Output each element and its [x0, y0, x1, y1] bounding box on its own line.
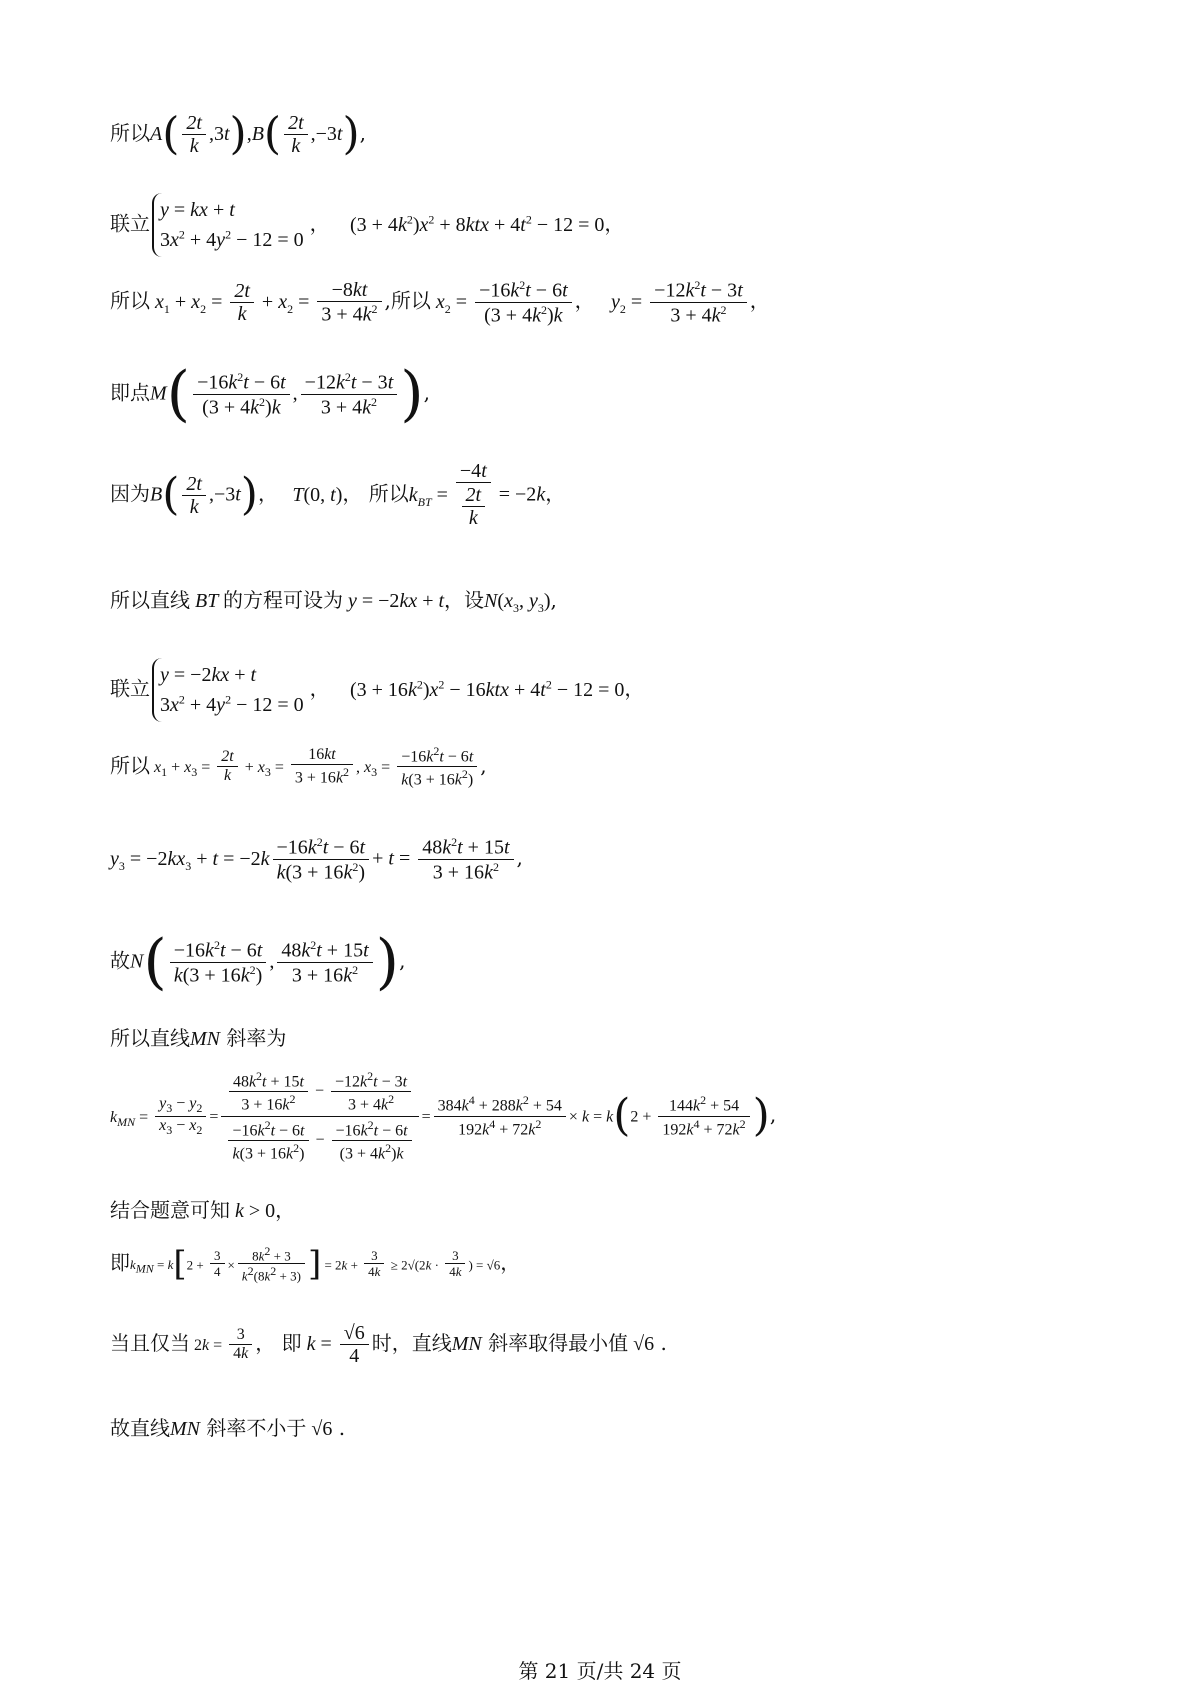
line-6: 所以直线 BT 的方程可设为 y = −2kx + t，设$N(x_3$, $y_3$),	[110, 588, 557, 615]
line-7: 联立 y = −2kx + t $3x^2 + 4y^2 - 12 = 0$ ， $(3 + 16k^2)x^2 - 16ktx + 4t^2 - 12 = 0$，	[110, 658, 644, 722]
line-2: 联立 y = kx + t $3x^2 + 4y^2 - 12 = 0$ ， $(3 + 4k^2)x^2 + 8ktx + 4t^2 - 12 = 0$，	[110, 193, 624, 257]
line-8: 所以 $x_1 + x_3$ = $\frac{2t}{k}$ + $x_3$ = $\frac{16kt}{3 + 16k^2}$ , $x_3$ = $\frac{-16k^2t - 6t}{k(3 + 16k^2)}$ ,	[110, 744, 487, 789]
line-5: 因为B( $\frac{2t}{k}$ ,−3t)， T(0, t)， 所以$k_{BT}$ = $\frac{-4t}{\frac{2t}{k}}$ = −2k，	[110, 460, 566, 529]
line-12: $k_{MN}$ = $\frac{y_3 - y_2}{x_3 - x_2}$ = $\frac{48k^2t + 15t}{3 + 16k^2}$ − $\frac{-12k^2t - 3t}{3 + 4k^2}$ $\frac{-16k^2t - 6t}{k(3 + 16k^2)}$ − $\frac{-16k^2t - 6t}{(3 + 4k^2)k}$ = $\frac{384k^4 + 288k^2 + 54}{192k^4 + 72k^2}$ × k = k(2 + $\frac{144k^2 + 54}{192k^4 + 72k^2}$ ),	[110, 1069, 777, 1163]
line-14: 即$k_{MN} = k[2$ + $\frac{3}{4}$ × $\frac{8k^2 + 3}{k^2(8k^2 + 3)}$ ] = 2k + $\frac{3}{4k}$ ≥ 2√(2k · $\frac{3}{4k}$ ) = √6，	[110, 1243, 521, 1284]
line-11: 所以直线MN 斜率为	[110, 1026, 287, 1050]
page-footer: 第 21 页/共 24 页	[518, 1659, 682, 1683]
line-13: 结合题意可知 k > 0，	[110, 1198, 296, 1222]
line-9: $y_3 = -2kx_3 + t = -2k$ $\frac{-16k^2t - 6t}{k(3 + 16k^2)}$ + t = $\frac{48k^2t + 15t}{3 + 16k^2}$ ,	[110, 835, 523, 884]
line-4: 即点M( $\frac{-16k^2t - 6t}{(3 + 4k^2)k}$ , $\frac{-12k^2t - 3t}{3 + 4k^2}$ ),	[110, 359, 431, 429]
line-1: 所以A( $\frac{2t}{k}$ ,3t),B( $\frac{2t}{k}$ ,−3t),	[110, 108, 367, 160]
line-16: 故直线MN 斜率不小于 √6 .	[110, 1416, 346, 1440]
line-15: 当且仅当 2k = $\frac{3}{4k}$ ， 即 k = $\frac{√6}{4}$ 时，直线MN 斜率取得最小值 √6 .	[110, 1322, 667, 1367]
line-3: 所以 $x_1 + x_2$ = $\frac{2t}{k}$ + $x_2$ = $\frac{-8kt}{3 + 4k^2}$ ,所以 $x_2$ = $\frac{-16k^2t - 6t}{(3 + 4k^2)k}$ ， $y_2$ = $\frac{-12k^2t - 3t}{3 + 4k^2}$ ，	[110, 278, 770, 327]
line-10: 故N( $\frac{-16k^2t - 6t}{k(3 + 16k^2)}$ , $\frac{48k^2t + 15t}{3 + 16k^2}$ ),	[110, 927, 406, 997]
